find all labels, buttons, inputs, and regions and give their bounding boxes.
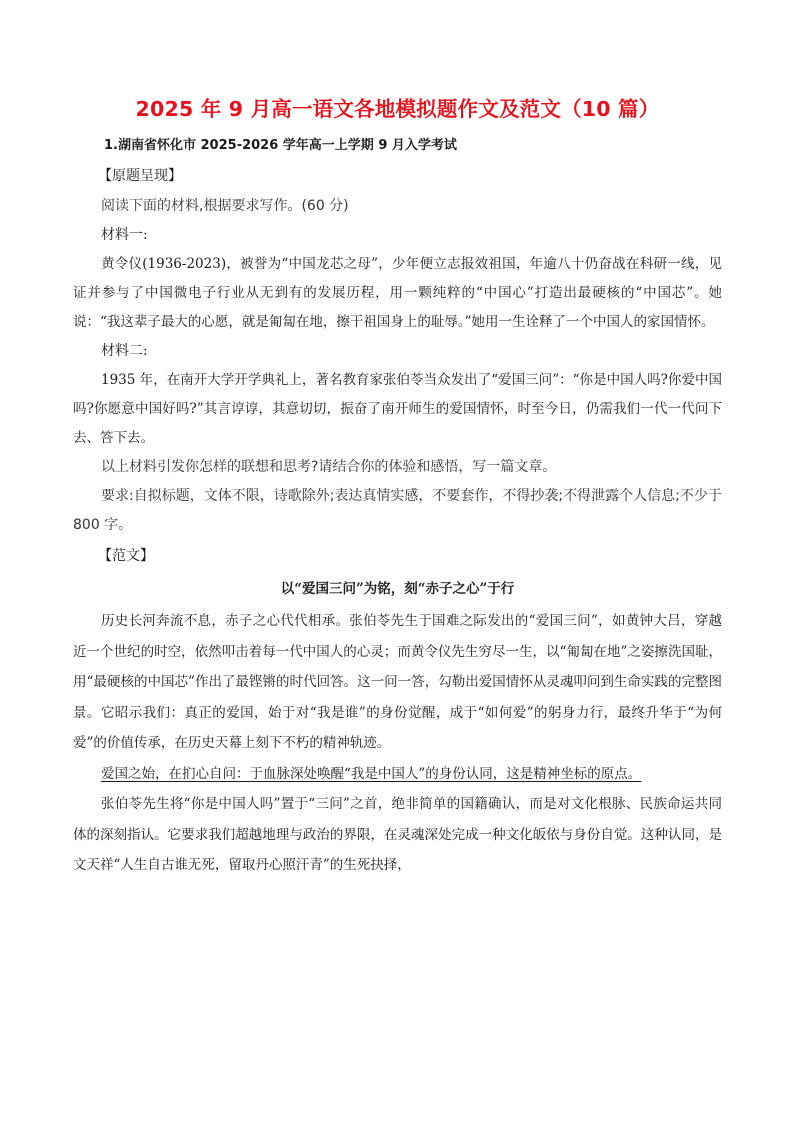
essay-paragraph-2 xyxy=(73,759,722,790)
instruction-text: 阅读下面的材料,根据要求写作。(60 分) xyxy=(101,198,349,214)
essay-paragraph-3: 张伯苓先生将“你是中国人吗”置于“三问”之首，绝非简单的国籍确认，而是对文化根脉、民族命运共同体的深刻指认。它要求我们超越地理与政治的界限，在灵魂深处完成一种文化皈依与身份自觉。这种认同，是文天祥“人生自古谁无死，留取丹心照汗青”的生死抉择， xyxy=(73,796,722,873)
essay-title: 以“爱国三问”为铭，刻“赤子之心”于行 xyxy=(280,581,515,597)
prompt-section-label: 【原题呈现】 xyxy=(98,168,182,184)
material-one-label: 材料一: xyxy=(101,227,148,243)
requirements-text: 要求:自拟标题，文体不限，诗歌除外;表达真情实感，不要套作，不得抄袭;不得泄露个人信息;不少于 800 字。 xyxy=(73,488,722,533)
material-two-label: 材料二: xyxy=(101,343,148,359)
model-section-label: 【范文】 xyxy=(98,548,154,564)
question-heading: 1.湖南省怀化市 2025-2026 学年高一上学期 9 月入学考试 xyxy=(104,138,457,153)
material-one-text: 黄令仪(1936-2023)，被誉为“中国龙芯之母”，少年便立志报效祖国，年逾八十仍奋战在科研一线，见证并参与了中国微电子行业从无到有的发展历程，用一颗纯粹的“中国心”打造出最硬核的“中国芯”。她说：“我这辈子最大的心愿，就是匍匐在地，擦干祖国身上的耻辱。”她用一生诠释了一个中国人的家国情怀。 xyxy=(73,256,722,330)
task-text: 以上材料引发你怎样的联想和思考?请结合你的体验和感悟，写一篇文章。 xyxy=(101,459,557,475)
document-title: 2025 年 9 月高一语文各地模拟题作文及范文（10 篇） xyxy=(135,97,660,121)
essay-paragraph-1: 历史长河奔流不息，赤子之心代代相承。张伯苓先生于国难之际发出的“爱国三问”，如黄钟大吕，穿越近一个世纪的时空，依然叩击着每一代中国人的心灵；而黄令仪先生穷尽一生，以“匍匐在地”之姿擦洗国耻，用“最硬核的中国芯”作出了最铿锵的时代回答。这一问一答，勾勒出爱国情怀从灵魂叩问到生命实践的完整图景。它昭示我们：真正的爱国，始于对“我是谁”的身份觉醒，成于“如何爱”的躬身力行，最终升华于“为何爱”的价值传承，在历史天幕上刻下不朽的精神轨迹。 xyxy=(73,613,722,751)
material-two-text: 1935 年，在南开大学开学典礼上，著名教育家张伯苓当众发出了“爱国三问”：“你是中国人吗?你爱中国吗?你愿意中国好吗?”其言谆谆，其意切切，振奋了南开师生的爱国情怀，时至今日，仍需我们一代一代问下去、答下去。 xyxy=(73,372,722,446)
essay-thesis-underlined: 爱国之始，在扪心自问：于血脉深处唤醒“我是中国人”的身份认同，这是精神坐标的原点。 xyxy=(101,765,642,782)
